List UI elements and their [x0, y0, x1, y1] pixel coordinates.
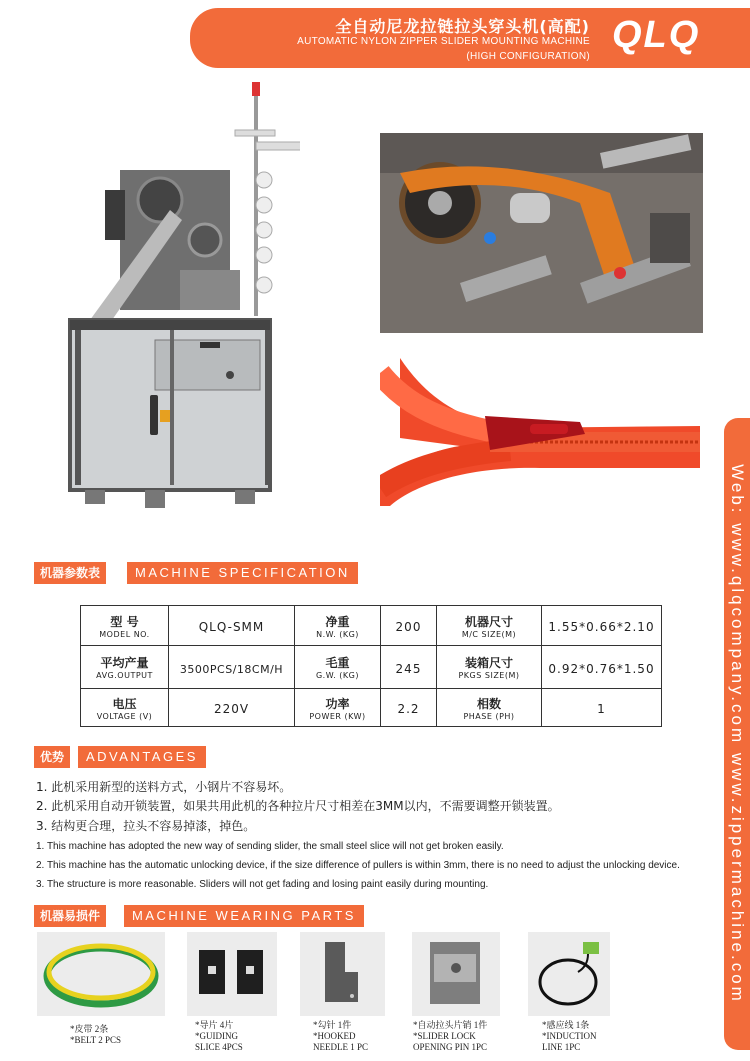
label-cn: 毛重 [325, 656, 350, 670]
hooked-needle-image [300, 932, 385, 1016]
pkg-value: 0.92*0.76*1.50 [548, 661, 655, 676]
part-caption-line: *感应线 1条 [542, 1020, 590, 1030]
volt-value: 220V [213, 702, 250, 716]
advantage-en-1: 1. This machine has adopted the new way of sending slider, the small steel slice will not get broken easily. [36, 841, 504, 852]
label-en: PHASE (PH) [463, 711, 515, 721]
spec-value-cell [169, 689, 295, 727]
spec-label-cell [437, 689, 542, 727]
label-cn: 净重 [325, 614, 350, 629]
label-en: AVG.OUTPUT [96, 671, 153, 680]
slider-lock-pin-image [412, 932, 500, 1016]
part-caption-line: *自动拉头片销 1件 [413, 1020, 488, 1030]
part-caption-line: NEEDLE 1 PC [313, 1042, 368, 1052]
advantages-section-cn: 优势 [34, 746, 70, 768]
spec-table [80, 605, 662, 727]
label-en: PKGS SIZE(M) [458, 671, 520, 680]
part-caption-line: *导片 4片 [195, 1020, 234, 1030]
spec-value-cell [169, 606, 295, 646]
label-cn: 电压 [112, 696, 137, 711]
website-text: Web: www.qlqcompany.com www.zippermachine.com [728, 464, 747, 1004]
spec-row [81, 606, 662, 646]
spec-value-cell [542, 689, 662, 727]
advantage-cn-1: 1. 此机采用新型的送料方式，小钢片不容易坏。 [36, 780, 292, 794]
advantage-cn-3: 3. 结构更合理，拉头不容易掉漆，掉色。 [36, 819, 256, 833]
spec-value-cell [542, 606, 662, 646]
spec-label-cell [81, 646, 169, 689]
part-caption-line: OPENING PIN 1PC [413, 1042, 488, 1052]
label-en: MODEL NO. [99, 629, 150, 639]
title-en-line1: AUTOMATIC NYLON ZIPPER SLIDER MOUNTING MACHINE [297, 36, 590, 47]
part-caption [542, 1020, 597, 1053]
spec-label-cell [437, 646, 542, 689]
phase-value: 1 [597, 702, 606, 716]
brand-logo: QLQ [612, 14, 701, 56]
label-cn: 装箱尺寸 [464, 656, 513, 670]
label-en: N.W. (KG) [316, 629, 359, 639]
model-value: QLQ-SMM [198, 620, 265, 634]
advantage-en-2: 2. This machine has the automatic unlocking device, if the size difference of pullers is within 3mm, there is no need to adjust the unlocking device. [36, 860, 680, 871]
size-value: 1.55*0.66*2.10 [548, 620, 655, 634]
label-cn: 型 号 [110, 614, 139, 629]
induction-line-image [528, 932, 610, 1016]
spec-label-cell [295, 689, 381, 727]
power-value: 2.2 [397, 702, 420, 716]
spec-value-cell [542, 646, 662, 689]
title-cn: 全自动尼龙拉链拉头穿头机(高配) [335, 17, 590, 36]
label-cn: 功率 [325, 696, 350, 711]
part-caption-line: SLICE 4PCS [195, 1042, 243, 1052]
part-caption-line: *INDUCTION [542, 1031, 597, 1041]
belt-image [37, 932, 165, 1016]
spec-label-cell [295, 646, 381, 689]
label-cn: 相数 [476, 696, 501, 711]
spec-section-cn: 机器参数表 [34, 562, 106, 584]
part-caption [413, 1020, 487, 1053]
label-en: VOLTAGE (V) [96, 711, 153, 721]
part-caption-line: *BELT 2 PCS [70, 1035, 122, 1045]
spec-label-cell [81, 606, 169, 646]
spec-value-cell [381, 606, 437, 646]
label-en: POWER (KW) [309, 711, 366, 721]
zipper-photo [380, 358, 700, 506]
parts-section-cn: 机器易损件 [34, 905, 106, 927]
spec-label-cell [437, 606, 542, 646]
avg-value: 3500PCS/18CM/H [179, 662, 284, 676]
part-caption-line: *皮带 2条 [70, 1024, 109, 1034]
spec-row [81, 689, 662, 727]
gw-value: 245 [395, 661, 422, 676]
label-cn: 机器尺寸 [464, 614, 513, 629]
spec-value-cell [169, 646, 295, 689]
part-caption-line: *勾针 1件 [313, 1020, 352, 1030]
advantages-section-en: ADVANTAGES [78, 746, 206, 768]
spec-row [81, 646, 662, 689]
label-cn: 平均产量 [100, 656, 149, 670]
part-caption [195, 1020, 243, 1053]
advantage-cn-2: 2. 此机采用自动开锁装置，如果共用此机的各种拉片尺寸相差在3MM以内，不需要调整开锁装置。 [36, 799, 560, 813]
advantage-en-3: 3. The structure is more reasonable. Sliders will not get fading and losing paint easily during mounting. [36, 879, 489, 890]
title-en-line2: (HIGH CONFIGURATION) [466, 51, 590, 62]
advantages-section-header [34, 746, 214, 768]
spec-value-cell [381, 689, 437, 727]
parts-section-header [34, 905, 384, 927]
machine-photo [60, 80, 300, 520]
closeup-photo [380, 133, 703, 333]
parts-section-en: MACHINE WEARING PARTS [124, 905, 364, 927]
part-caption-line: LINE 1PC [542, 1042, 581, 1052]
part-caption [70, 1024, 121, 1046]
spec-label-cell [295, 606, 381, 646]
label-en: G.W. (KG) [315, 671, 359, 680]
label-en: M/C SIZE(M) [461, 629, 517, 639]
part-caption-line: *GUIDING [195, 1031, 238, 1041]
part-caption [313, 1020, 368, 1053]
part-caption-line: *SLIDER LOCK [413, 1031, 476, 1041]
guiding-slice-image [187, 932, 277, 1016]
spec-value-cell [381, 646, 437, 689]
spec-label-cell [81, 689, 169, 727]
spec-section-en: MACHINE SPECIFICATION [127, 562, 358, 584]
nw-value: 200 [395, 620, 422, 634]
spec-section-header [34, 562, 374, 584]
part-caption-line: *HOOKED [313, 1031, 356, 1041]
